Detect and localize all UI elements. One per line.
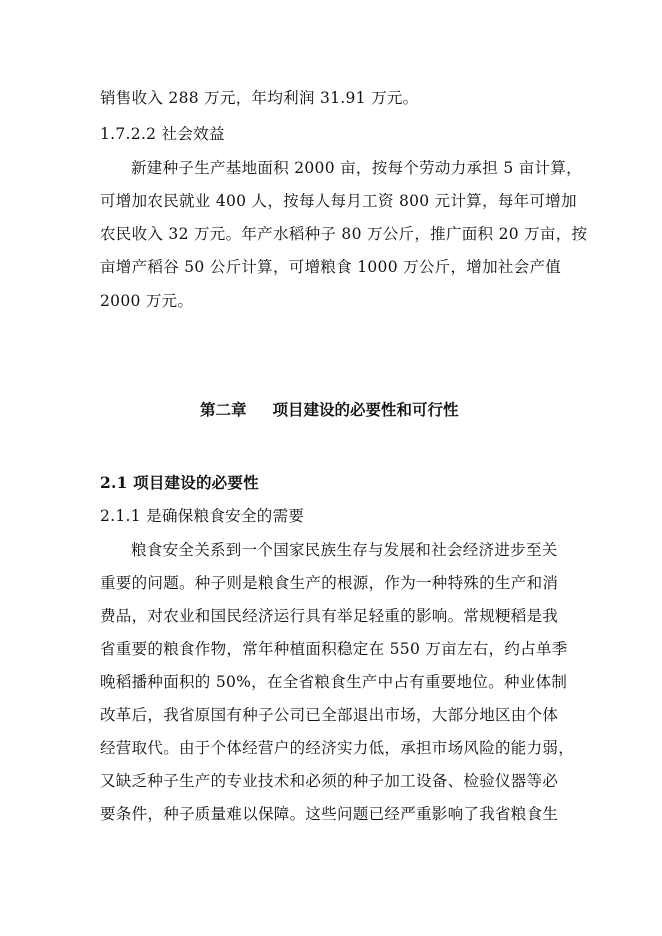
paragraph-line: 重要的问题。种子则是粮食生产的根源，作为一种特殊的生产和消 bbox=[100, 574, 559, 592]
revenue-line: 销售收入 288 万元，年均利润 31.91 万元。 bbox=[100, 89, 419, 107]
paragraph-line: 要条件，种子质量难以保障。这些问题已经严重影响了我省粮食生 bbox=[100, 805, 559, 823]
chapter-title bbox=[200, 399, 462, 421]
paragraph-line: 又缺乏种子生产的专业技术和必须的种子加工设备、检验仪器等必 bbox=[100, 772, 559, 790]
heading-2-1: 2.1 项目建设的必要性 bbox=[100, 473, 259, 492]
paragraph-line: 晚稻播种面积的 50%，在全省粮食生产中占有重要地位。种业体制 bbox=[100, 673, 568, 691]
paragraph-line: 费品，对农业和国民经济运行具有举足轻重的影响。常规粳稻是我 bbox=[100, 607, 559, 625]
chapter-number: 第二章 bbox=[200, 400, 247, 419]
paragraph-line: 农民收入 32 万元。年产水稻种子 80 万公斤，推广面积 20 万亩，按 bbox=[100, 225, 588, 243]
paragraph-line: 新建种子生产基地面积 2000 亩，按每个劳动力承担 5 亩计算， bbox=[131, 159, 582, 177]
chapter-name: 项目建设的必要性和可行性 bbox=[272, 400, 459, 419]
heading-2-1-1: 2.1.1 是确保粮食安全的需要 bbox=[100, 507, 305, 525]
heading-social-benefits: 1.7.2.2 社会效益 bbox=[100, 125, 225, 143]
paragraph-line: 亩增产稻谷 50 公斤计算，可增粮食 1000 万公斤，增加社会产值 bbox=[100, 258, 562, 276]
paragraph-line: 省重要的粮食作物，常年种植面积稳定在 550 万亩左右，约占单季 bbox=[100, 640, 568, 658]
paragraph-line: 2000 万元。 bbox=[100, 292, 194, 310]
paragraph-line: 改革后，我省原国有种子公司已全部退出市场，大部分地区由个体 bbox=[100, 706, 559, 724]
paragraph-line: 经营取代。由于个体经营户的经济实力低，承担市场风险的能力弱， bbox=[100, 739, 575, 757]
paragraph-line: 可增加农民就业 400 人，按每人每月工资 800 元计算，每年可增加 bbox=[100, 192, 577, 210]
paragraph-line: 粮食安全关系到一个国家民族生存与发展和社会经济进步至关 bbox=[131, 541, 558, 559]
